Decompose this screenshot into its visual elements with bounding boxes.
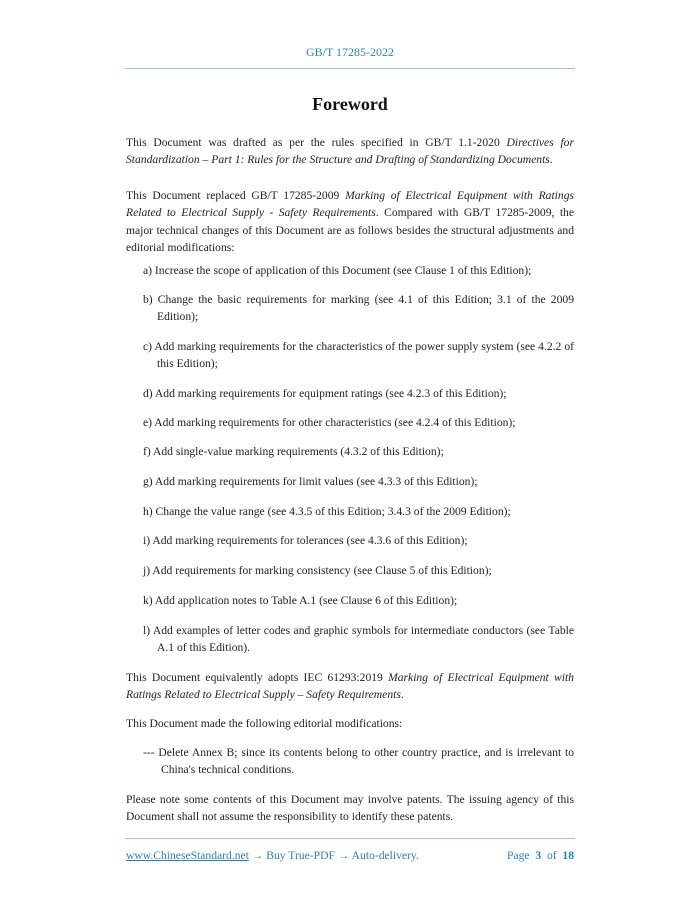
list-item: i) Add marking requirements for tolerances (see 4.3.6 of this Edition);: [143, 534, 468, 547]
list-item: b) Change the basic requirements for marking (see 4.1 of this Edition; 3.1 of the 2009 Edition);: [143, 293, 574, 324]
list-item: f) Add single-value marking requirements (4.3.2 of this Edition);: [143, 445, 444, 458]
list-item: h) Change the value range (see 4.3.5 of this Edition; 3.4.3 of the 2009 Edition);: [143, 505, 511, 518]
list-item: d) Add marking requirements for equipment ratings (see 4.2.3 of this Edition);: [143, 387, 507, 400]
paragraph-adoption: This Document equivalently adopts IEC 61293:2019 Marking of Electrical Equipment with Ratings Related to Electrical Supply – Safety Requirements.: [126, 671, 574, 702]
list-item: g) Add marking requirements for limit values (see 4.3.3 of this Edition);: [143, 475, 478, 488]
list-item: j) Add requirements for marking consistency (see Clause 5 of this Edition);: [143, 564, 492, 577]
list-item: e) Add marking requirements for other characteristics (see 4.2.4 of this Edition);: [143, 416, 516, 429]
footer-divider: [125, 838, 575, 839]
editorial-item: --- Delete Annex B; since its contents belong to other country practice, and is irrelevant to China's technical conditions.: [143, 746, 574, 777]
list-item: c) Add marking requirements for the characteristics of the power supply system (see 4.2.2 of this Edition);: [143, 340, 574, 371]
page-indicator: Page 3 of 18: [507, 849, 574, 862]
website-link[interactable]: www.ChineseStandard.net: [126, 849, 249, 862]
paragraph-drafting-rules: This Document was drafted as per the rules specified in GB/T 1.1-2020 Directives for Standardization – Part 1: Rules for the Structure and Drafting of Standardizing Documents.: [126, 136, 574, 167]
footer-text: → Buy True-PDF → Auto-delivery.: [248, 849, 419, 862]
paragraph-replacement: This Document replaced GB/T 17285-2009 Marking of Electrical Equipment with Ratings Related to Electrical Supply - Safety Requirements. Compared with GB/T 17285-2009, the major technical changes of this Document are as follows besides the structural adjustments and editorial modifications:: [126, 189, 575, 254]
footer: [126, 849, 574, 862]
list-item: l) Add examples of letter codes and graphic symbols for intermediate conductors (see Table A.1 of this Edition).: [143, 624, 574, 655]
header-divider: [125, 68, 575, 69]
list-item: a) Increase the scope of application of this Document (see Clause 1 of this Edition);: [143, 264, 532, 277]
paragraph-patents: Please note some contents of this Document may involve patents. The issuing agency of this Document shall not assume the responsibility to identify these patents.: [126, 793, 574, 824]
page-title: Foreword: [312, 94, 388, 114]
paragraph-editorial: This Document made the following editorial modifications:: [126, 717, 403, 730]
document-header: GB/T 17285-2022: [305, 45, 395, 59]
list-item: k) Add application notes to Table A.1 (see Clause 6 of this Edition);: [143, 594, 458, 607]
